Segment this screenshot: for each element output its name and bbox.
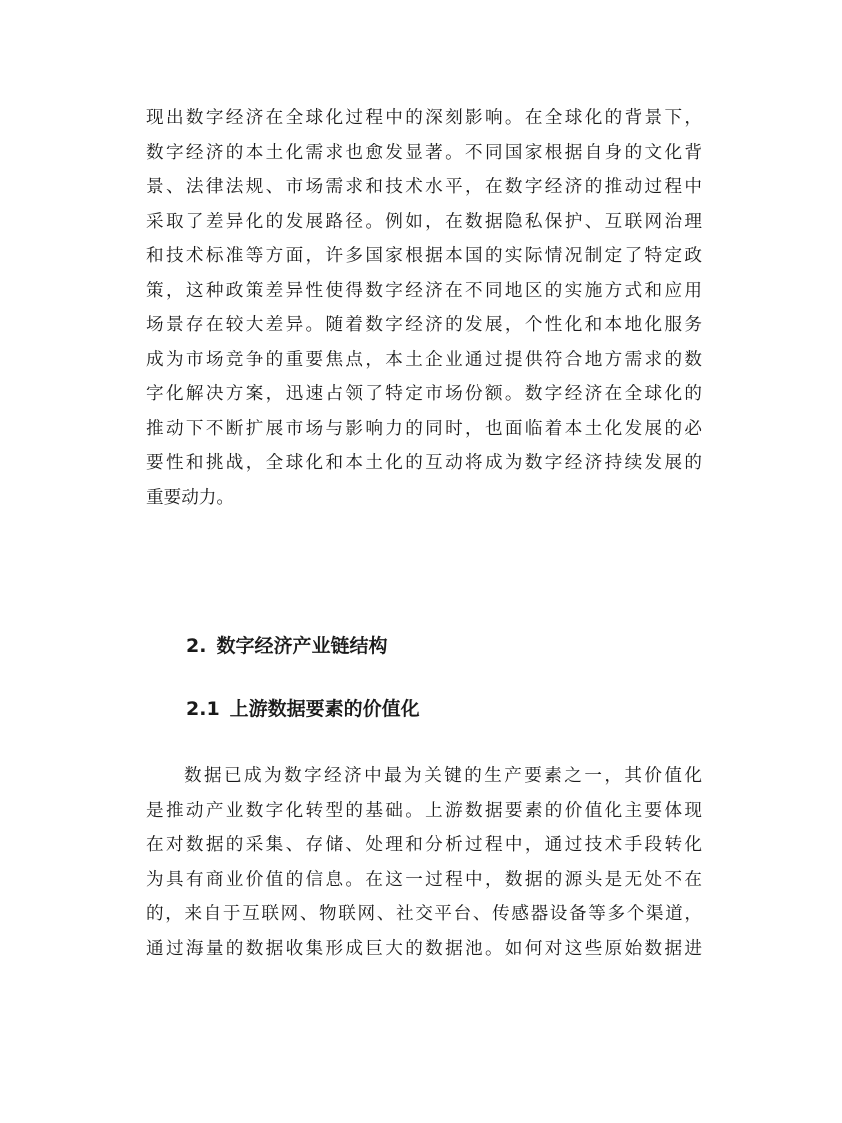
paragraph-globalization [146,101,702,515]
paragraph-line: 采取了差异化的发展路径。例如，在数据隐私保护、互联网治理 [146,211,702,232]
paragraph-line: 是推动产业数字化转型的基础。上游数据要素的价值化主要体现 [146,800,702,821]
paragraph-line: 数字经济的本土化需求也愈发显著。不同国家根据自身的文化背 [146,142,702,163]
paragraph-line: 和技术标准等方面，许多国家根据本国的实际情况制定了特定政 [146,246,702,266]
paragraph-data-value [146,759,702,966]
paragraph-line: 现出数字经济在全球化过程中的深刻影响。在全球化的背景下， [146,108,702,128]
paragraph-line: 的，来自于互联网、物联网、社交平台、传感器设备等多个渠道， [146,904,702,924]
paragraph-line: 要性和挑战，全球化和本土化的互动将成为数字经济持续发展的 [146,453,702,473]
section-title: 上游数据要素的价值化 [229,698,420,720]
section-heading-2 [186,631,387,661]
paragraph-line: 通过海量的数据收集形成巨大的数据池。如何对这些原始数据进 [146,938,702,959]
paragraph-line: 字化解决方案，迅速占领了特定市场份额。数字经济在全球化的 [146,384,702,404]
paragraph-line: 推动下不断扩展市场与影响力的同时，也面临着本土化发展的必 [146,418,702,439]
paragraph-line: 策，这种政策差异性使得数字经济在不同地区的实施方式和应用 [146,280,702,301]
paragraph-line: 重要动力。 [146,487,234,508]
section-number: 2.1 [186,698,220,720]
section-heading-2-1 [186,694,420,724]
paragraph-line: 为具有商业价值的信息。在这一过程中，数据的源头是无处不在 [146,869,702,890]
paragraph-line: 数据已成为数字经济中最为关键的生产要素之一，其价值化 [184,766,702,786]
paragraph-line: 成为市场竞争的重要焦点，本土企业通过提供符合地方需求的数 [146,349,702,370]
paragraph-line: 场景存在较大差异。随着数字经济的发展，个性化和本地化服务 [146,315,702,335]
section-title: 数字经济产业链结构 [216,635,388,657]
paragraph-line: 景、法律法规、市场需求和技术水平，在数字经济的推动过程中 [146,177,702,197]
paragraph-line: 在对数据的采集、存储、处理和分析过程中，通过技术手段转化 [146,835,702,855]
section-number: 2. [186,635,207,657]
